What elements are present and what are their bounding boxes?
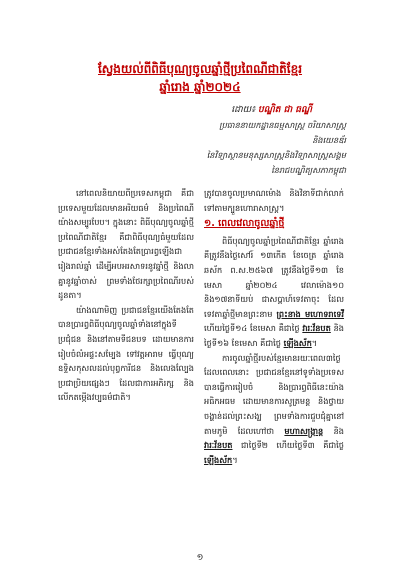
right-p2-emph-3: ឡើងស័ក [204,454,233,465]
page-number: ១ [196,553,204,563]
right-p2-text-c: ជាថ្ងៃទី២ ហើយថ្ងៃទី៣ គឺជាថ្ងៃ [241,440,344,451]
right-p2-emph-1: មហាសង្ក្រាន្ត [284,425,324,436]
byline-prefix: ដោយ៖ [231,105,256,115]
right-p1-text-a: ពិធីបុណ្យចូលឆ្នាំប្រពៃណីជាតិខ្មែរ ឆ្នាំរោង គឺត្រូវនឹងថ្ងៃសៅរ៍ ១៣កើត ខែចេត្រ ឆ្នាំរោង ឆស័ក ព.ស.២៥៦៧ ត្រូវនឹងថ្ងៃទី១៣ ខែមេសា ឆ្នាំ២០២៤ វេលាម៉ោង១០ និង១៧នាទីយប់ ជាសប្ដាហ៍ទេវតាចុះ ដែលទេវតាឆ្នាំថ្មីមានព្រះនាម [204,235,344,319]
affiliation-line-1: ប្រធាននាយកដ្ឋានធម្មសាស្ត្រ ចរិយាសាស្ត្រ និងយេនឌ័រ [219,120,346,145]
article-title: ស្វែងយល់ពីពិធីបុណ្យចូលឆ្នាំថ្មីប្រពៃណីជាតិខ្មែរ [97,62,303,76]
right-column [204,186,344,467]
left-paragraph-1: នៅពេលនិយាយពីប្រទេសកម្ពុជា គឺជាប្រទេសមួយដែលមានអរិយធម៌ និងប្រពៃណីយ៉ាងសម្បូរបែប។ ក្នុងនោះ ពិធីបុណ្យចូលឆ្នាំថ្មីប្រពៃណីជាតិខ្មែរ គឺជាពិធីបុណ្យធំមួយដែលប្រជាជនខ្មែរទាំងអស់តែងតែប្រារព្ធឡើងជារៀងរាល់ឆ្នាំ ដើម្បីអបអរសាទរនូវឆ្នាំថ្មី និងលាគ្នានូវឆ្នាំចាស់ ព្រមទាំងថែរក្សាប្រពៃណីរបស់ដូនតា។ [58,188,194,301]
byline [231,104,312,117]
right-paragraph-2 [204,351,344,468]
right-intro: ត្រូវបានចូលប្រមាណម៉ោង និងវិនាទីជាក់លាក់ទៅតាមក្បួនហោរាសាស្ត្រ។ [204,188,344,213]
right-p1-text-c: និងថ្ងៃទី១៦ ខែមេសា គឺជាថ្ងៃ [204,323,345,348]
left-column [58,186,194,405]
right-p2-text-d: ។ [232,454,238,465]
section-heading-new-year-time: ១. ពេលវេលាចូលឆ្នាំថ្មី [204,218,285,230]
right-p2-emph-2: វារៈវ័នបត [204,440,233,451]
right-p1-emph-3: ឡើងស័ក [283,337,312,348]
author-name: បណ្ឌិត ជា ធណ្ឌី [258,105,312,115]
right-p1-emph-2: វារៈវ័នបត [302,323,331,334]
author-affiliation [186,118,346,178]
affiliation-line-2: នៃវិទ្យាស្ថានមនុស្សសាស្ត្រនិងវិទ្យាសាស្ត្រសង្គម [206,150,346,160]
right-paragraph-1 [204,234,344,351]
affiliation-line-3: នៃរាជបណ្ឌិត្យសភាកម្ពុជា [271,165,346,175]
right-p2-text-a: ការចូលឆ្នាំថ្មីរបស់ខ្មែរមានរយៈពេល៣ថ្ងៃ ដែលពេលនោះ ប្រជាជនខ្មែរនៅទូទាំងប្រទេសបានធ្វើការរៀបចំ និងប្រារព្ធពិធីនេះយ៉ាងអធិកអធម ដោយមានការសូត្រមន្ត និងថ្វាយចង្ហាន់ដល់ព្រះសង្ឃ ព្រមទាំងការជួបជុំគ្នានៅតាមភូមិ ដែលហៅថា [204,352,344,436]
article-subtitle-year: ឆ្នាំរោង ឆ្នាំ២០២៤ [159,80,241,94]
right-p1-text-d: ។ [311,337,318,348]
right-p1-emph-1: ព្រះនាង មហោទរាទេវី [276,308,345,319]
right-p1-text-b: ហើយថ្ងៃទី១៤ ខែមេសា គឺជាថ្ងៃ [204,323,300,334]
right-p2-text-b: និង [333,425,344,436]
left-paragraph-2: យ៉ាងណាមិញ ប្រជាជនខ្មែរយើងតែងតែបានប្រារព្ធពិធីបុណ្យចូលឆ្នាំទាំងនៅក្នុងទីប្រជុំជន និងនៅតាមទីជនបទ ដោយមានការរៀបចំលំអផ្ទះសម្បែង ទៅវត្តអារាម ធ្វើបុណ្យឧទ្ទិសកុសលដល់បុព្វការីជន និងលេងល្បែងប្រជាប្រិយផ្សេងៗ ដែលជាការអភិរក្ស និងលើកតម្កើងវប្បធម៌ជាតិ។ [58,304,194,403]
